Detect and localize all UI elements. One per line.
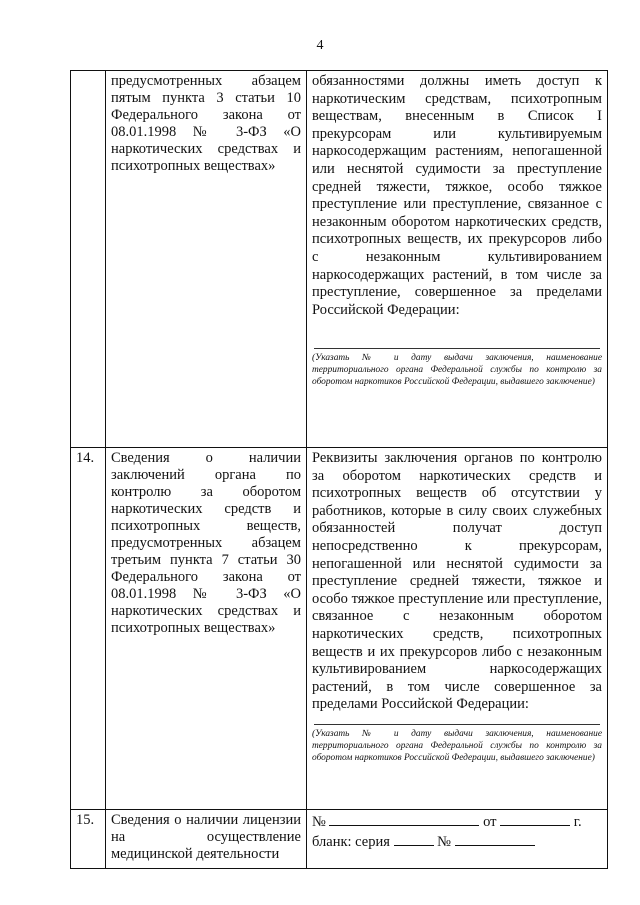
license-number-prefix: № <box>312 814 326 830</box>
row-number: 15. <box>71 810 106 869</box>
blank-number-field[interactable] <box>455 832 535 846</box>
blank-series-field[interactable] <box>394 832 434 846</box>
license-blank-line <box>312 832 602 852</box>
row-label: Сведения о наличии заключений органа по контролю за оборотом наркотических средств и психотропных веществ, предусмотренных абзацем третьим пункта 7 статьи 30 Федерального закона от 08.01.1998 № 3-ФЗ «О наркотических средствах и психотропных веществах» <box>106 448 307 810</box>
fill-in-hint: (Указать № и дату выдачи заключения, наименование территориального органа Федеральной службы по контролю за оборотом наркотиков Российской Федерации, выдавшего заключение) <box>312 728 602 763</box>
fill-in-line[interactable] <box>314 724 600 725</box>
content-text: Реквизиты заключения органов по контролю за оборотом наркотических средств и психотропных веществ об отсутствии у работников, которые в силу своих служебных обязанностей получат доступ непосредственно к прекурсорам, непогашенной или неснятой судимости за преступление средней тяжести, тяжкое и особо тяжкое преступление или преступление, связанное с незаконным оборотом наркотических средств, психотропных веществ и их прекурсоров либо с незаконным культивированием наркосодержащих растений, в том числе совершенное за пределами Российской Федерации: <box>312 450 602 713</box>
row-number: 14. <box>71 448 106 810</box>
license-number-line <box>312 812 602 832</box>
license-year-suffix: г. <box>573 814 582 830</box>
row-label: предусмотренных абзацем пятым пункта 3 статьи 10 Федерального закона от 08.01.1998 № 3-ФЗ «О наркотических средствах и психотропных веществах» <box>106 71 307 448</box>
fill-in-line[interactable] <box>314 348 600 349</box>
blank-number-prefix: № <box>437 834 451 850</box>
row-content <box>307 810 608 869</box>
row-label: Сведения о наличии лицензии на осуществление медицинской деятельности <box>106 810 307 869</box>
table-row <box>71 71 608 448</box>
requisites-table <box>70 70 608 869</box>
license-date-prefix: от <box>483 814 497 830</box>
page-number: 4 <box>316 38 324 53</box>
blank-series-prefix: бланк: серия <box>312 834 390 850</box>
fill-in-hint: (Указать № и дату выдачи заключения, наименование территориального органа Федеральной службы по контролю за оборотом наркотиков Российской Федерации, выдавшего заключение) <box>312 353 602 388</box>
license-date-field[interactable] <box>500 812 570 826</box>
row-number <box>71 71 106 448</box>
row-content <box>307 71 608 448</box>
content-text: обязанностями должны иметь доступ к наркотическим средствам, психотропным веществам, внесенным в Список I прекурсорам или культивируемым наркосодержащим растениям, непогашенной или неснятой судимости за преступление средней тяжести, тяжкое, особо тяжкое преступление или преступление, связанное с незаконным оборотом наркотических средств, психотропных веществ, их прекурсоров либо с незаконным культивированием наркосодержащих растений, в том числе за преступление, совершенное за пределами Российской Федерации: <box>312 73 602 318</box>
license-number-field[interactable] <box>329 812 479 826</box>
table-row <box>71 448 608 810</box>
row-content <box>307 448 608 810</box>
table-row <box>71 810 608 869</box>
